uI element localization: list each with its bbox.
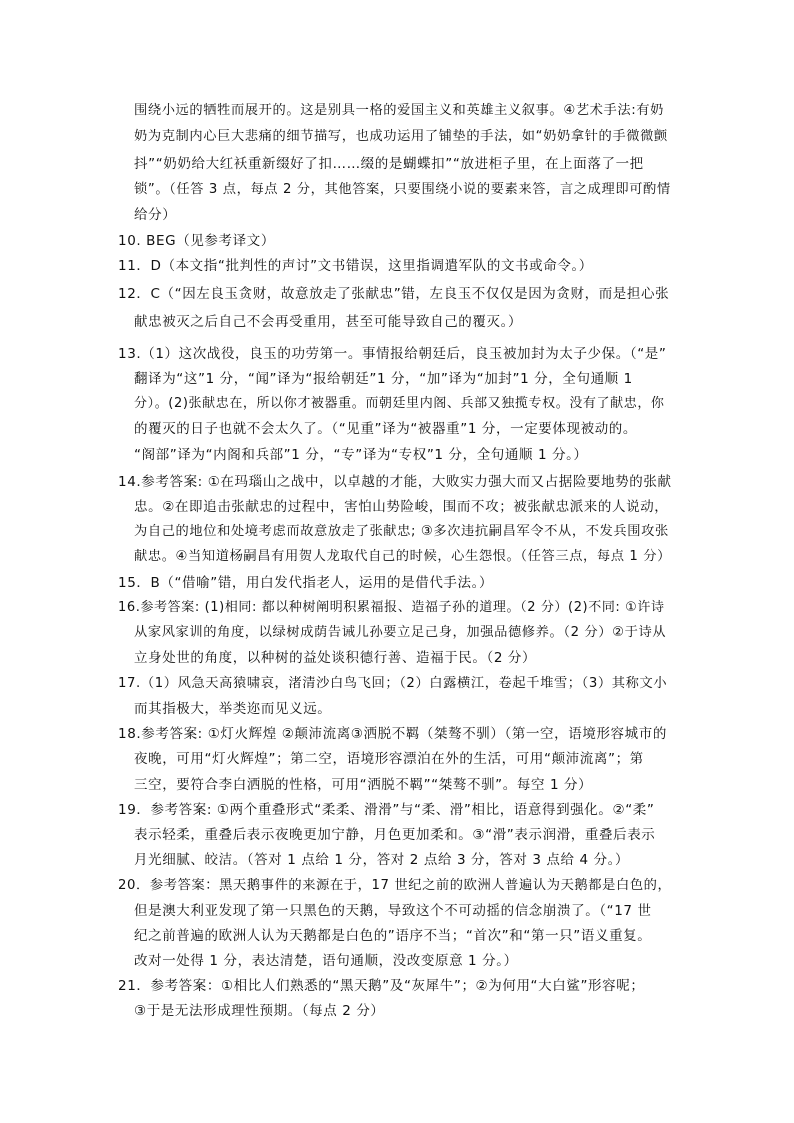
- text-line: 三空，要符合李白洒脱的性格，可用“洒脱不羁”“桀骜不驯”。每空 1 分）: [134, 777, 593, 793]
- answer-15: 15．B（“借喻”错，用白发代指老人，运用的是借代手法。）: [118, 575, 494, 591]
- text-line: 翻译为“这”1 分，“闻”译为“报给朝廷”1 分，“加”译为“加封”1 分，全句通顺 1: [134, 371, 633, 387]
- text-line: 表示轻柔，重叠后表示夜晚更加宁静，月色更加柔和。③“滑”表示润滑，重叠后表示: [134, 827, 656, 843]
- text-line: 月光细腻、皎洁。（答对 1 点给 1 分，答对 2 点给 3 分，答对 3 点给 4 分。）: [134, 852, 630, 868]
- answer-21: 21．参考答案：①相比人们熟悉的“黑天鹅”及“灰犀牛”；②为何用“大白鲨”形容呢；: [118, 978, 645, 994]
- answer-17: 17.（1）风急天高猿啸哀，渚清沙白鸟飞回；（2）白露横江，卷起千堆雪；（3）其称文小: [118, 676, 668, 691]
- answer-18: 18.参考答案: ①灯火辉煌 ②颠沛流离③洒脱不羁（桀骜不驯）（第一空，语境形容城市的: [118, 726, 667, 742]
- text-line: 围绕小远的牺牲而展开的。这是别具一格的爱国主义和英雄主义叙事。④艺术手法:有奶: [134, 103, 664, 118]
- text-line: ③于是无法形成理性预期。（每点 2 分）: [134, 1003, 385, 1019]
- answer-14: 14.参考答案: ①在玛瑙山之战中，以卓越的才能，大败实力强大而又占据险要地势的张献: [118, 474, 672, 490]
- text-line: 纪之前普遍的欧洲人认为天鹅都是白色的”语序不当；“首次”和“第一只”语义重复。: [134, 928, 652, 944]
- text-line: 从家风家训的角度，以绿树成荫告诫儿孙要立足己身，加强品德修养。（2 分）②于诗从: [134, 625, 667, 640]
- text-line: 锁”。（任答 3 点，每点 2 分，其他答案，只要围绕小说的要素来答，言之成理即可酌情: [134, 182, 671, 197]
- answer-10: 10. BEG（见参考译文）: [118, 233, 275, 249]
- answer-11: 11．D（本文指“批判性的声讨”文书错误，这里指调遣军队的文书或命令。）: [118, 258, 593, 274]
- answer-12: 12．C（“因左良玉贪财，故意放走了张献忠”错，左良玉不仅仅是因为贪财，而是担心张: [118, 286, 670, 302]
- text-line: 改对一处得 1 分，表达清楚，语句通顺，没改变原意 1 分。）: [134, 953, 518, 969]
- answer-20: 20．参考答案：黑天鹅事件的来源在于，17 世纪之前的欧洲人普遍认为天鹅都是白色的，: [118, 878, 672, 893]
- text-line: 分）。(2)张献忠在，所以你才被器重。而朝廷里内阁、兵部又独揽专权。没有了献忠，你: [134, 396, 665, 411]
- text-line: 而其指极大，举类迩而见义远。: [134, 701, 332, 717]
- answer-19: 19．参考答案: ①两个重叠形式“柔柔、滑滑”与“柔、滑”相比，语意得到强化。②“柔”: [118, 802, 655, 818]
- text-line: 的覆灭的日子也就不会太久了。（“见重”译为“被器重”1 分，一定要体现被动的。: [134, 421, 638, 437]
- text-line: 奶为克制内心巨大悲痛的细节描写，也成功运用了铺垫的手法，如“奶奶拿针的手微微颤: [134, 129, 668, 144]
- answer-13: 13.（1）这次战役，良玉的功劳第一。事情报给朝廷后，良玉被加封为太子少保。（“是”: [118, 346, 667, 362]
- text-line: 给分）: [134, 207, 177, 223]
- answer-16: 16.参考答案: (1)相同: 都以种树阐明积累福报、造福子孙的道理。（2 分）(2)不同: ①许诗: [118, 600, 665, 615]
- text-line: 立身处世的角度，以种树的益处谈积德行善、造福于民。（2 分）: [134, 650, 537, 666]
- text-line: 夜晚，可用“灯火辉煌”；第二空，语境形容漂泊在外的生活，可用“颠沛流离”；第: [134, 751, 644, 767]
- text-line: 抖”“奶奶给大红袄重新缀好了扣……缀的是蝴蝶扣”“放进柜子里，在上面落了一把: [134, 156, 644, 172]
- text-line: 但是澳大利亚发现了第一只黑色的天鹅，导致这个不可动摇的信念崩溃了。（“17 世: [134, 903, 652, 919]
- text-line: 献忠被灭之后自己不会再受重用，甚至可能导致自己的覆灭。）: [134, 314, 523, 330]
- text-line: 献忠。④当知道杨嗣昌有用贺人龙取代自己的时候，心生怨恨。（任答三点，每点 1 分）: [134, 549, 671, 564]
- text-line: 为自己的地位和处境考虑而故意放走了张献忠; ③多次违抗嗣昌军令不从，不发兵围攻张: [134, 524, 669, 539]
- text-line: 忠。②在即追击张献忠的过程中，害怕山势险峻，围而不攻；被张献忠派来的人说动，: [134, 499, 669, 515]
- text-line: “阁部”译为“内阁和兵部”1 分，“专”译为“专权”1 分，全句通顺 1 分。）: [134, 447, 588, 463]
